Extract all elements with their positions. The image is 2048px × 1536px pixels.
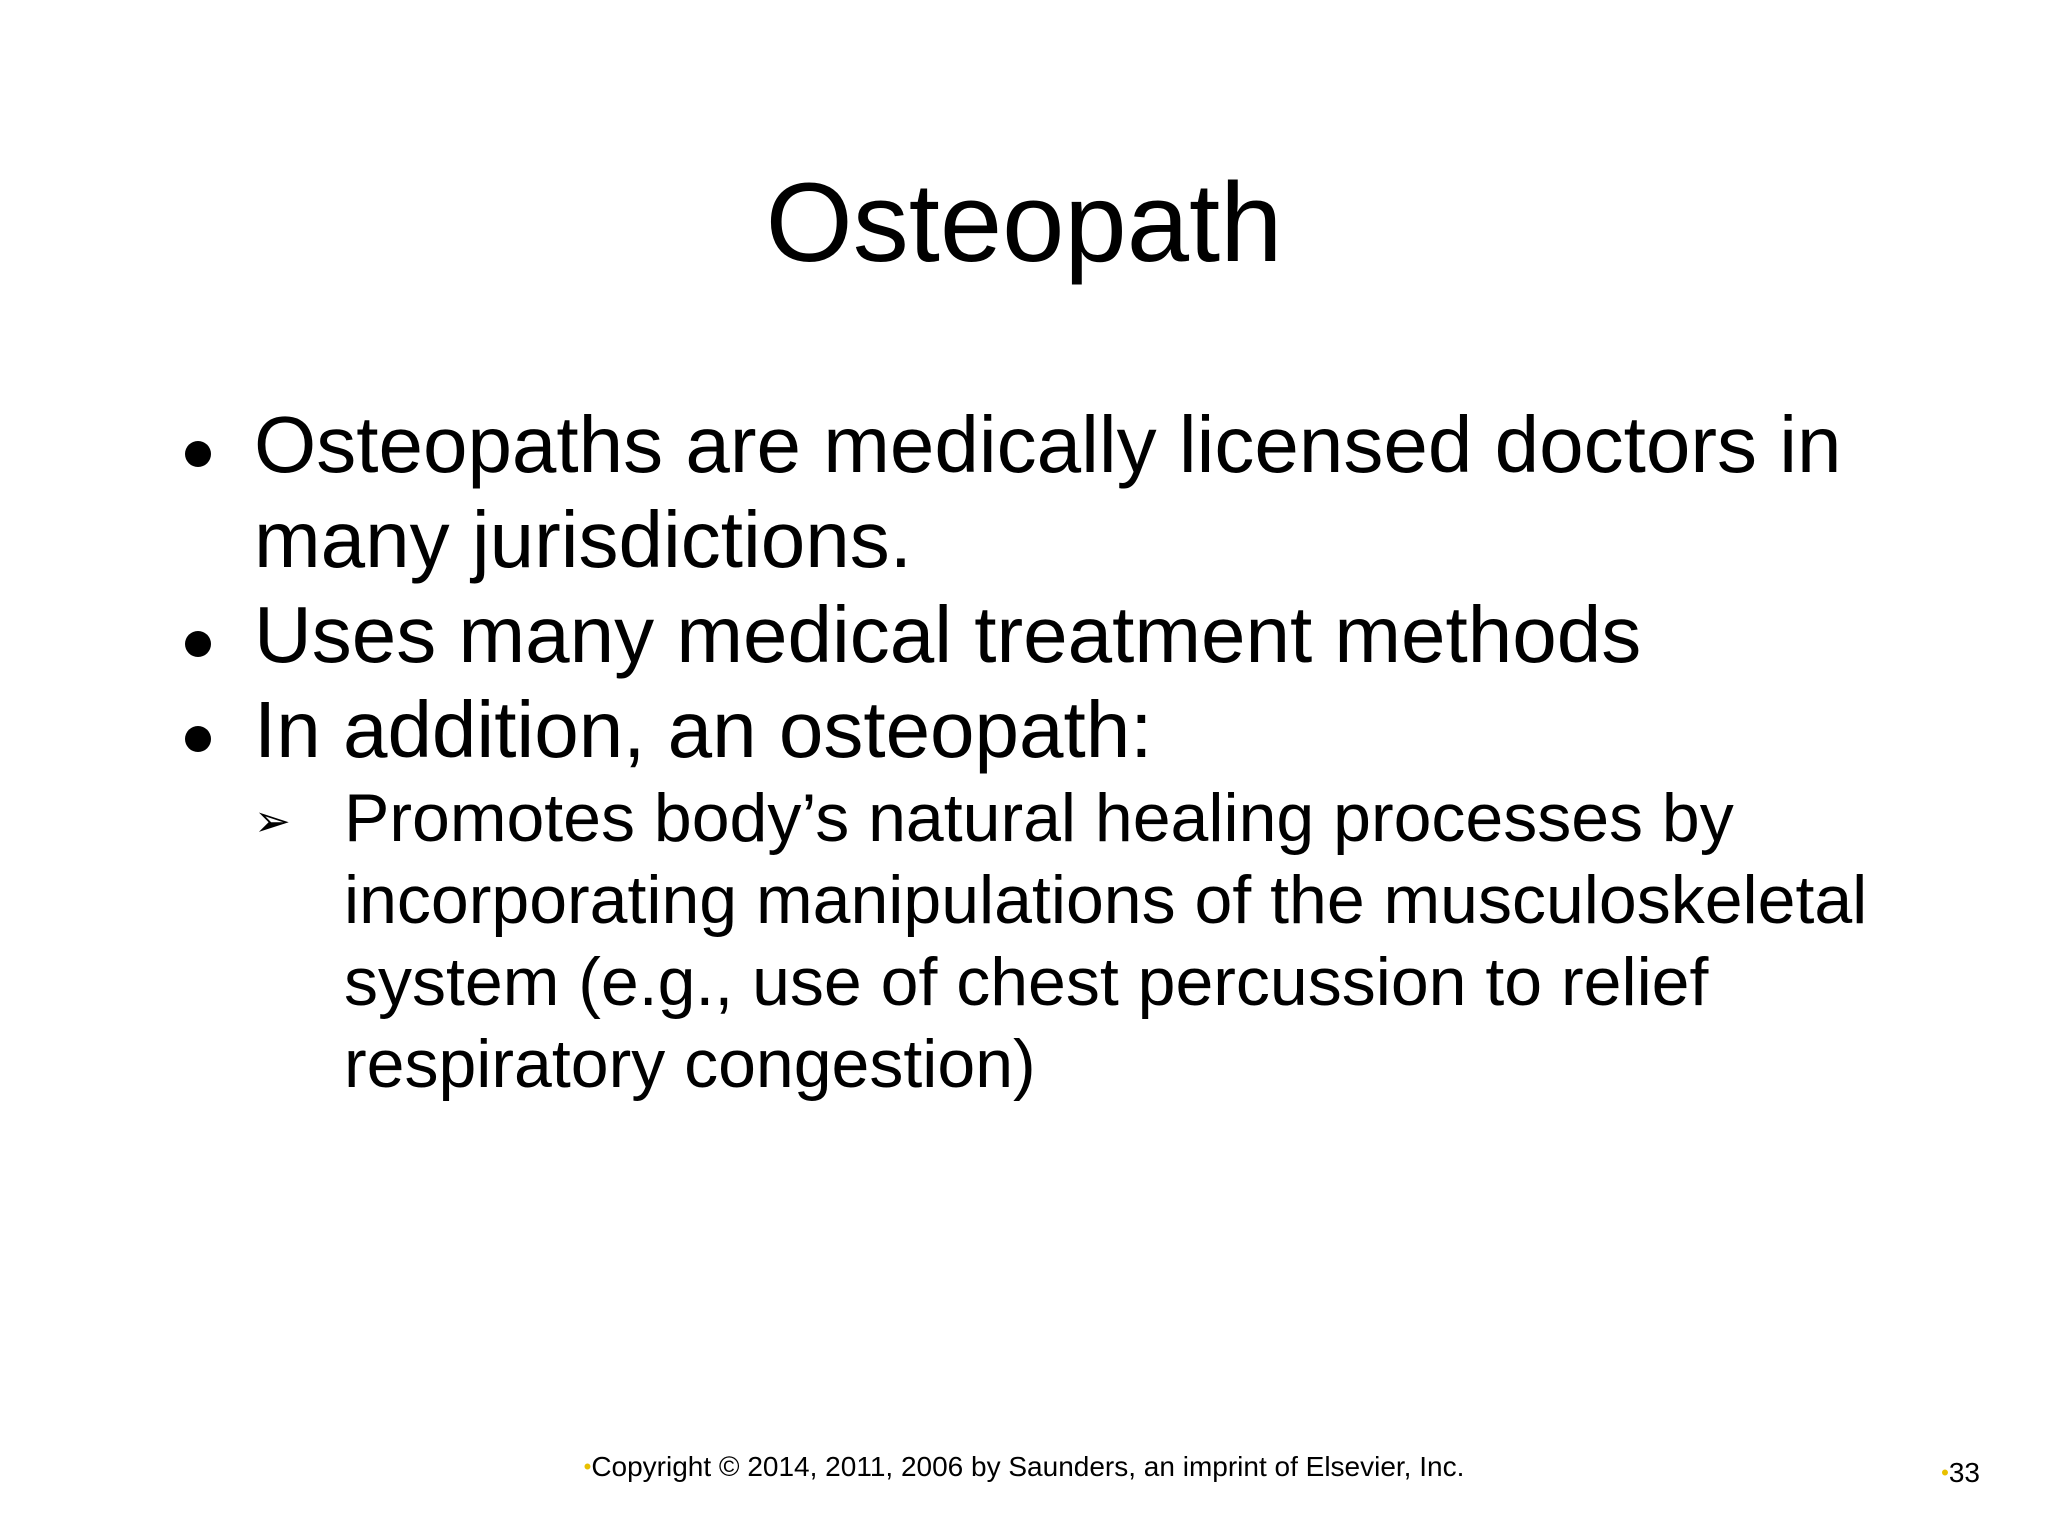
page-number-mark: •: [1941, 1460, 1949, 1485]
bullet-item: [178, 587, 1938, 682]
bullet-dot-icon: [185, 631, 211, 657]
bullet-item: [178, 682, 1938, 1105]
footer-bullet-mark: •: [583, 1454, 592, 1479]
slide-title: Osteopath: [765, 160, 1283, 285]
bullet-list: [178, 397, 1938, 1105]
arrowhead-bullet-icon: ➢: [254, 797, 291, 846]
bullet-dot-icon: [185, 441, 211, 467]
bullet-text: Osteopaths are medically licensed doctors in many jurisdictions.: [254, 400, 1842, 584]
sub-bullet-list: [254, 777, 1938, 1105]
page-number: [1941, 1456, 1980, 1490]
copyright-footer: [0, 1450, 2048, 1484]
bullet-text: Uses many medical treatment methods: [254, 590, 1642, 679]
sub-bullet-item: [254, 777, 1938, 1105]
bullet-dot-icon: [185, 726, 211, 752]
page-number-text: 33: [1948, 1457, 1980, 1488]
sub-bullet-text: Promotes body’s natural healing processes by incorporating manipulations of the musculoskeletal system (e.g., use of chest percussion to relief respiratory congestion): [344, 780, 1868, 1102]
copyright-text: Copyright © 2014, 2011, 2006 by Saunders, an imprint of Elsevier, Inc.: [591, 1451, 1465, 1482]
bullet-item: [178, 397, 1938, 587]
bullet-text: In addition, an osteopath:: [254, 685, 1153, 774]
